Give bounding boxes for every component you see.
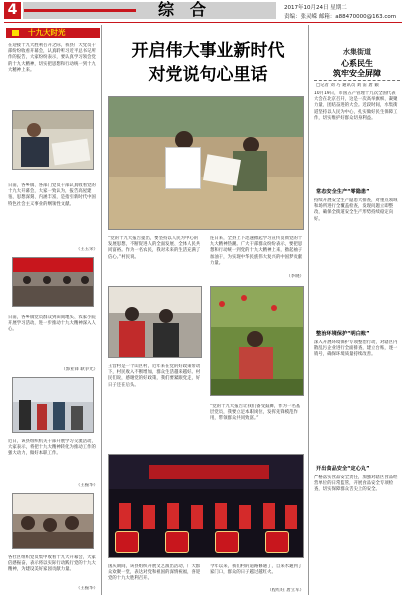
photo-village-gathering: [12, 377, 94, 433]
photo-villagers-reading: [108, 96, 304, 230]
center-para-2: 连日来，全县上下迅速掀起学习宣传贯彻党的十九大精神热潮。广大干部群众纷纷表示，要把思想和行动统一到党的十九大精神上来，撸起袖子加油干，为实现中华民族伟大复兴的中国梦贡献力量。: [210, 236, 303, 266]
left-item-4-sign: （王振华）: [76, 483, 98, 488]
left-item-5-sign: （王振华）: [76, 586, 98, 591]
main-headline-line2: 对党说句心里话: [148, 65, 268, 85]
center-para-5: 国庆期间，该县组织开展文艺演出活动，广大群众欢聚一堂，表达对党和祖国的深情祝福，喜迎党的十九大胜利召开。: [108, 564, 201, 582]
center-para-6: 今年以来，我们村的道路修通了，自来水通到了家门口，群众的日子越过越红火。: [210, 564, 303, 576]
right-section-1-heading: 常态安全生产“零隐患”: [316, 189, 370, 195]
photo-meeting-room: [12, 257, 94, 307]
flag-icon: [12, 30, 19, 36]
left-column: [6, 25, 100, 595]
photo-orchard-harvest: [210, 286, 304, 396]
left-item-2-text: 日前，各乡镇、各部门党员干部认真收看党的十九大开幕会，大家一致认为，报告高屋建瓴、思想深刻、内涵丰富，是指引新时代中国特色社会主义事业的纲领性文献。: [8, 183, 96, 207]
header-rule: [4, 22, 402, 23]
right-feature-title-1: 心系民生: [341, 58, 373, 68]
right-section-3-text: 严格落实食品安全责任，加强对辖区食品经营单位的日常监管，开展食品安全专项检查，切实保障群众舌尖上的安全。: [314, 475, 398, 493]
right-section-2-heading: 整治环境保护“明白账”: [316, 331, 370, 337]
left-item-4-text: 近日，该县组织机关干部开展学习交流活动，大家表示，将把十九大精神转化为推动工作的强大动力，做好本职工作。: [8, 439, 96, 457]
center-para-4: “党的十九大报告让我们备受鼓舞，作为一名基层党员，我要立足本职岗位，发挥先锋模范作用，带领群众共同致富。”: [210, 404, 301, 422]
right-section-1-text: 持续开展安全生产隐患大排查，对重点领域和场所进行全覆盖检查，发现问题立即整改，确保全街道安全生产形势持续稳定向好。: [314, 198, 398, 222]
right-feature-title-2: 筑牢安全屏障: [333, 68, 381, 78]
left-item-3-sign: （郭亚锋 耿争光）: [61, 367, 98, 372]
right-section-2-text: 深入开展环境保护专项整治行动，对辖区内散乱污企业进行全面排查，建立台账，逐一销号，确保环境质量持续改善。: [314, 340, 398, 358]
left-item-3-text: 日前，各乡镇党员群众到田间地头、农家小院开展学习活动，进一步推动十九大精神深入人心。: [8, 315, 96, 333]
column-divider-left: [101, 25, 102, 595]
left-item-2-sign: （王玉荣）: [76, 247, 98, 252]
left-item-1-text: 在迎接十九大胜利召开之际，我县广大党员干部纷纷收看开幕会，认真聆听习近平总书记所作的报告，大家纷纷表示，要认真学习领会党的十九大精神，切实把思想和行动统一到十九大精神上来。: [8, 43, 96, 73]
photo-family-portrait: [108, 286, 202, 358]
photo-residents-watching: [12, 493, 94, 549]
center-para-2-sign: （李晓）: [286, 274, 304, 279]
page-number-box: 4: [4, 2, 21, 19]
issue-date: 2017年10月24日 星期二: [284, 5, 347, 11]
photo-officials-studying: [12, 110, 94, 170]
section-title: 综 合: [158, 0, 207, 19]
center-para-3: 王营村是一个山区村，近年来在党的好政策带动下，村民收入不断增加，群众生活越来越好。村民们说，感谢党的好政策，我们要紧跟党走，好日子还在后头。: [108, 364, 201, 388]
center-para-6-sign: （程红旺 唐立军）: [267, 588, 304, 593]
banner-label: 十九大时光: [28, 28, 66, 37]
photo-stage-performance: [108, 454, 304, 558]
right-section-3-heading: 开出食品安全“定心丸”: [316, 466, 370, 472]
right-byline: □记者 刘 巧 通讯员 刘 雷 唐 颖: [316, 83, 379, 88]
right-intro: 10月19日，市国五产管理十九次全国代表大会在北京召开，这是一次高举旗帜、凝聚力量、团结奋进的大会。近段时间，水集街道坚持以人民为中心，扎实做好民生保障工作，切实维护好群众切身利益。: [314, 91, 398, 121]
left-item-5-text: 各社区组织党员集中收看十九大开幕会，大家倍感振奋，表示将以实际行动践行党的十九大精神，为建设美好家园贡献力量。: [8, 555, 96, 573]
right-title-rule: [314, 80, 400, 81]
editor-info: 责编：张灵嵘 邮箱：a88470000@163.com: [284, 14, 397, 20]
column-banner: [6, 28, 100, 38]
right-header-tag: 水集街道: [343, 48, 371, 56]
right-column: [312, 25, 402, 595]
column-divider-right: [308, 25, 309, 595]
main-headline-line1: 开启伟大事业新时代: [131, 41, 285, 61]
header-decor-stripe: [24, 9, 136, 12]
center-para-1: “党的十九大报告提出，要坚持以人民为中心的发展思想，不断促进人的全面发展、全体人民共同富裕。作为一名农民，我对未来的生活充满了信心。”村民说。: [108, 236, 201, 260]
